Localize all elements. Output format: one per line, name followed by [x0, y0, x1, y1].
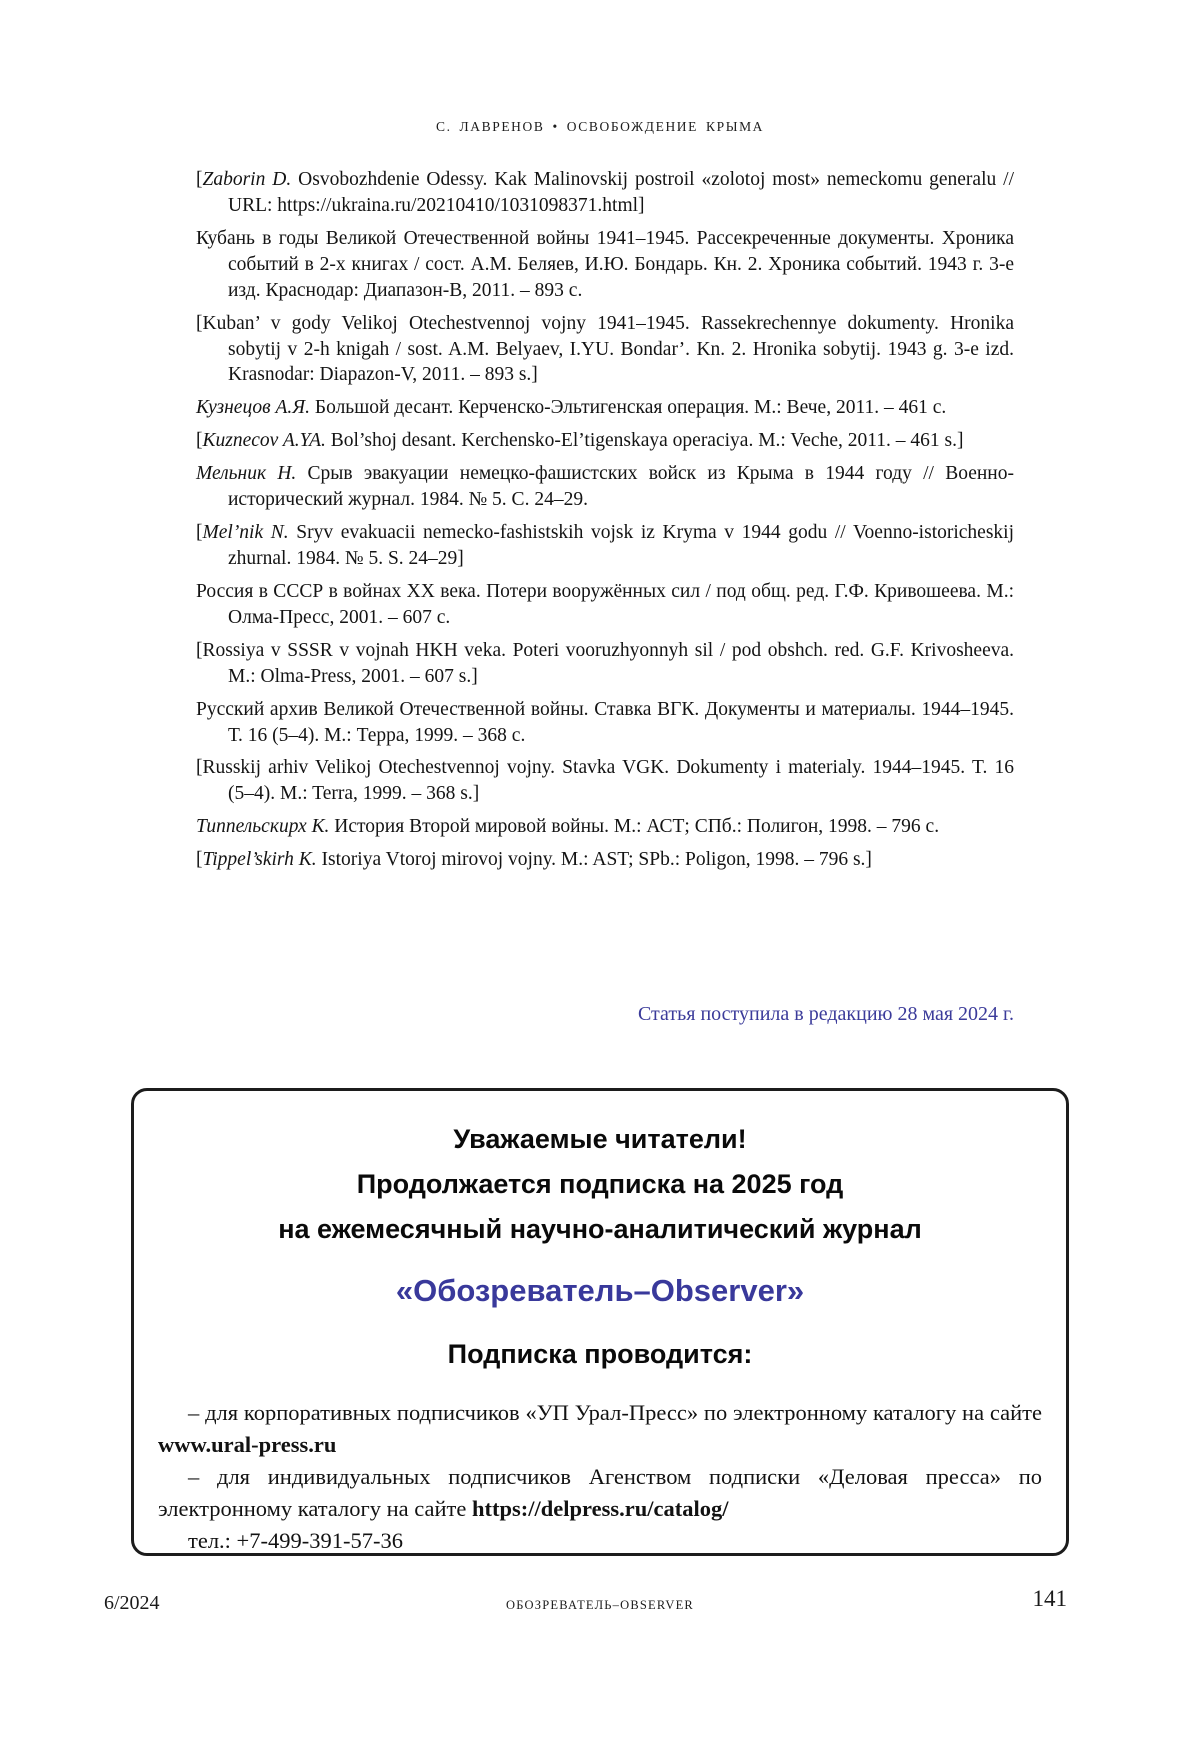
submission-note: Статья поступила в редакцию 28 мая 2024 г. — [637, 1003, 1014, 1025]
reference-entry — [196, 520, 1014, 572]
reference-text: Кубань в годы Великой Отечественной войны 1941–1945. Рассекреченные документы. Хроника событий в 2-х книгах / сост. А.М. Беляев, И.Ю. Бондарь. Кн. 2. Хроника событий. 1943 г. 3-е изд. Краснодар: Диапазон-В, 2011. – 893 с. — [196, 227, 1014, 301]
reference-author: Kuznecov A.YA. — [202, 430, 326, 452]
delpress-url: https://delpress.ru/catalog/ — [471, 1496, 729, 1522]
subscription-subheading: Подписка проводится: — [447, 1339, 753, 1370]
subscription-heading-line2: Продолжается подписка на 2025 год — [356, 1168, 844, 1199]
footer-issue-number: 6/2024 — [104, 1592, 160, 1614]
reference-author: Mel’nik N. — [202, 522, 289, 544]
reference-entry — [196, 395, 1014, 421]
subscription-item-text: – для корпоративных подписчиков «УП Урал-Пресс» по электронному каталогу на сайте — [188, 1400, 1042, 1426]
reference-text: [Rossiya v SSSR v vojnah HKH veka. Poteri vooruzhyonnyh sil / pod obshch. red. G.F. Krivosheeva. M.: Olma-Press, 2001. – 607 s.] — [196, 639, 1014, 687]
subscription-item-corporate — [158, 1397, 1042, 1461]
reference-author: Типпельскирх К. — [196, 816, 330, 838]
ural-press-url: www.ural-press.ru — [158, 1432, 337, 1458]
reference-text: Большой десант. Керченско-Эльтигенская операция. М.: Вече, 2011. – 461 с. — [310, 397, 947, 419]
reference-text: Sryv evakuacii nemecko-fashistskih vojsk iz Kryma v 1944 godu // Voenno-istoricheskij zhurnal. 1984. № 5. S. 24–29] — [228, 522, 1015, 569]
reference-text: Bol’shoj desant. Kerchensko-El’tigenskaya operaciya. M.: Veche, 2011. – 461 s.] — [325, 430, 964, 452]
reference-text: [Russkij arhiv Velikoj Otechestvennoj vojny. Stavka VGK. Dokumenty i materialy. 1944–1945. T. 16 (5–4). M.: Terra, 1999. – 368 s.] — [196, 757, 1014, 805]
reference-author: Zaborin D. — [202, 169, 292, 190]
reference-bracket: [ — [196, 430, 203, 452]
reference-bracket: [ — [196, 849, 203, 871]
reference-entry — [196, 755, 1014, 807]
reference-text: Istoriya Vtoroj mirovoj vojny. M.: AST; SPb.: Poligon, 1998. – 796 s.] — [316, 849, 872, 871]
subscription-heading-line3: на ежемесячный научно-аналитический журнал — [278, 1213, 922, 1244]
reference-author: Мельник Н. — [196, 463, 297, 485]
subscription-phone: тел.: +7-499-391-57-36 — [188, 1528, 403, 1554]
reference-text: Osvobozhdenie Odessy. Kak Malinovskij postroil «zolotoj most» nemeckomu generalu // URL: https://ukraina.ru/20210410/1031098371.html] — [228, 169, 1015, 216]
subscription-item-text: – для индивидуальных подписчиков Агенством подписки «Деловая пресса» по электронному каталогу на сайте — [158, 1464, 1042, 1522]
reference-entry — [196, 847, 1014, 873]
reference-text: Русский архив Великой Отечественной войны. Ставка ВГК. Документы и материалы. 1944–1945. Т. 16 (5–4). М.: Терра, 1999. – 368 с. — [196, 698, 1014, 746]
reference-text: Срыв эвакуации немецко-фашистских войск из Крыма в 1944 году // Военно-исторический журнал. 1984. № 5. С. 24–29. — [228, 463, 1014, 511]
reference-entry — [196, 311, 1014, 389]
reference-author: Tippel’skirh K. — [202, 849, 317, 871]
journal-title: «Обозреватель–Observer» — [395, 1273, 805, 1309]
running-head: С. ЛАВРЕНОВ • ОСВОБОЖДЕНИЕ КРЫМА — [435, 119, 765, 134]
reference-text: История Второй мировой войны. М.: АСТ; СПб.: Полигон, 1998. – 796 с. — [329, 816, 940, 838]
subscription-heading — [158, 1117, 1042, 1251]
subscription-details — [158, 1397, 1042, 1557]
reference-entry — [196, 226, 1014, 304]
references-list — [196, 167, 1014, 880]
reference-entry — [196, 579, 1014, 631]
reference-bracket: [ — [196, 522, 203, 544]
subscription-heading-line1: Уважаемые читатели! — [453, 1124, 747, 1154]
reference-entry — [196, 697, 1014, 749]
reference-bracket: [ — [196, 169, 203, 190]
footer-page-number: 141 — [1032, 1586, 1067, 1611]
reference-entry — [196, 814, 1014, 840]
subscription-item-individual — [158, 1461, 1042, 1525]
reference-entry — [196, 167, 1014, 219]
footer-journal-name: ОБОЗРЕВАТЕЛЬ–OBSERVER — [506, 1598, 694, 1612]
reference-entry — [196, 638, 1014, 690]
reference-text: Россия в СССР в войнах XX века. Потери вооружённых сил / под общ. ред. Г.Ф. Кривошеева. М.: Олма-Пресс, 2001. – 607 с. — [196, 580, 1014, 628]
reference-text: [Kuban’ v gody Velikoj Otechestvennoj vojny 1941–1945. Rassekrechennye dokumenty. Hronika sobytij v 2-h knigah / sost. A.M. Belyaev, I.YU. Bondar’. Kn. 2. Hronika sobytij. 1943 g. 3-e izd. Krasnodar: Diapazon-V, 2011. – 893 s.] — [196, 312, 1014, 386]
reference-entry — [196, 428, 1014, 454]
subscription-box — [131, 1088, 1069, 1556]
reference-entry — [196, 461, 1014, 513]
reference-author: Кузнецов А.Я. — [196, 397, 311, 419]
